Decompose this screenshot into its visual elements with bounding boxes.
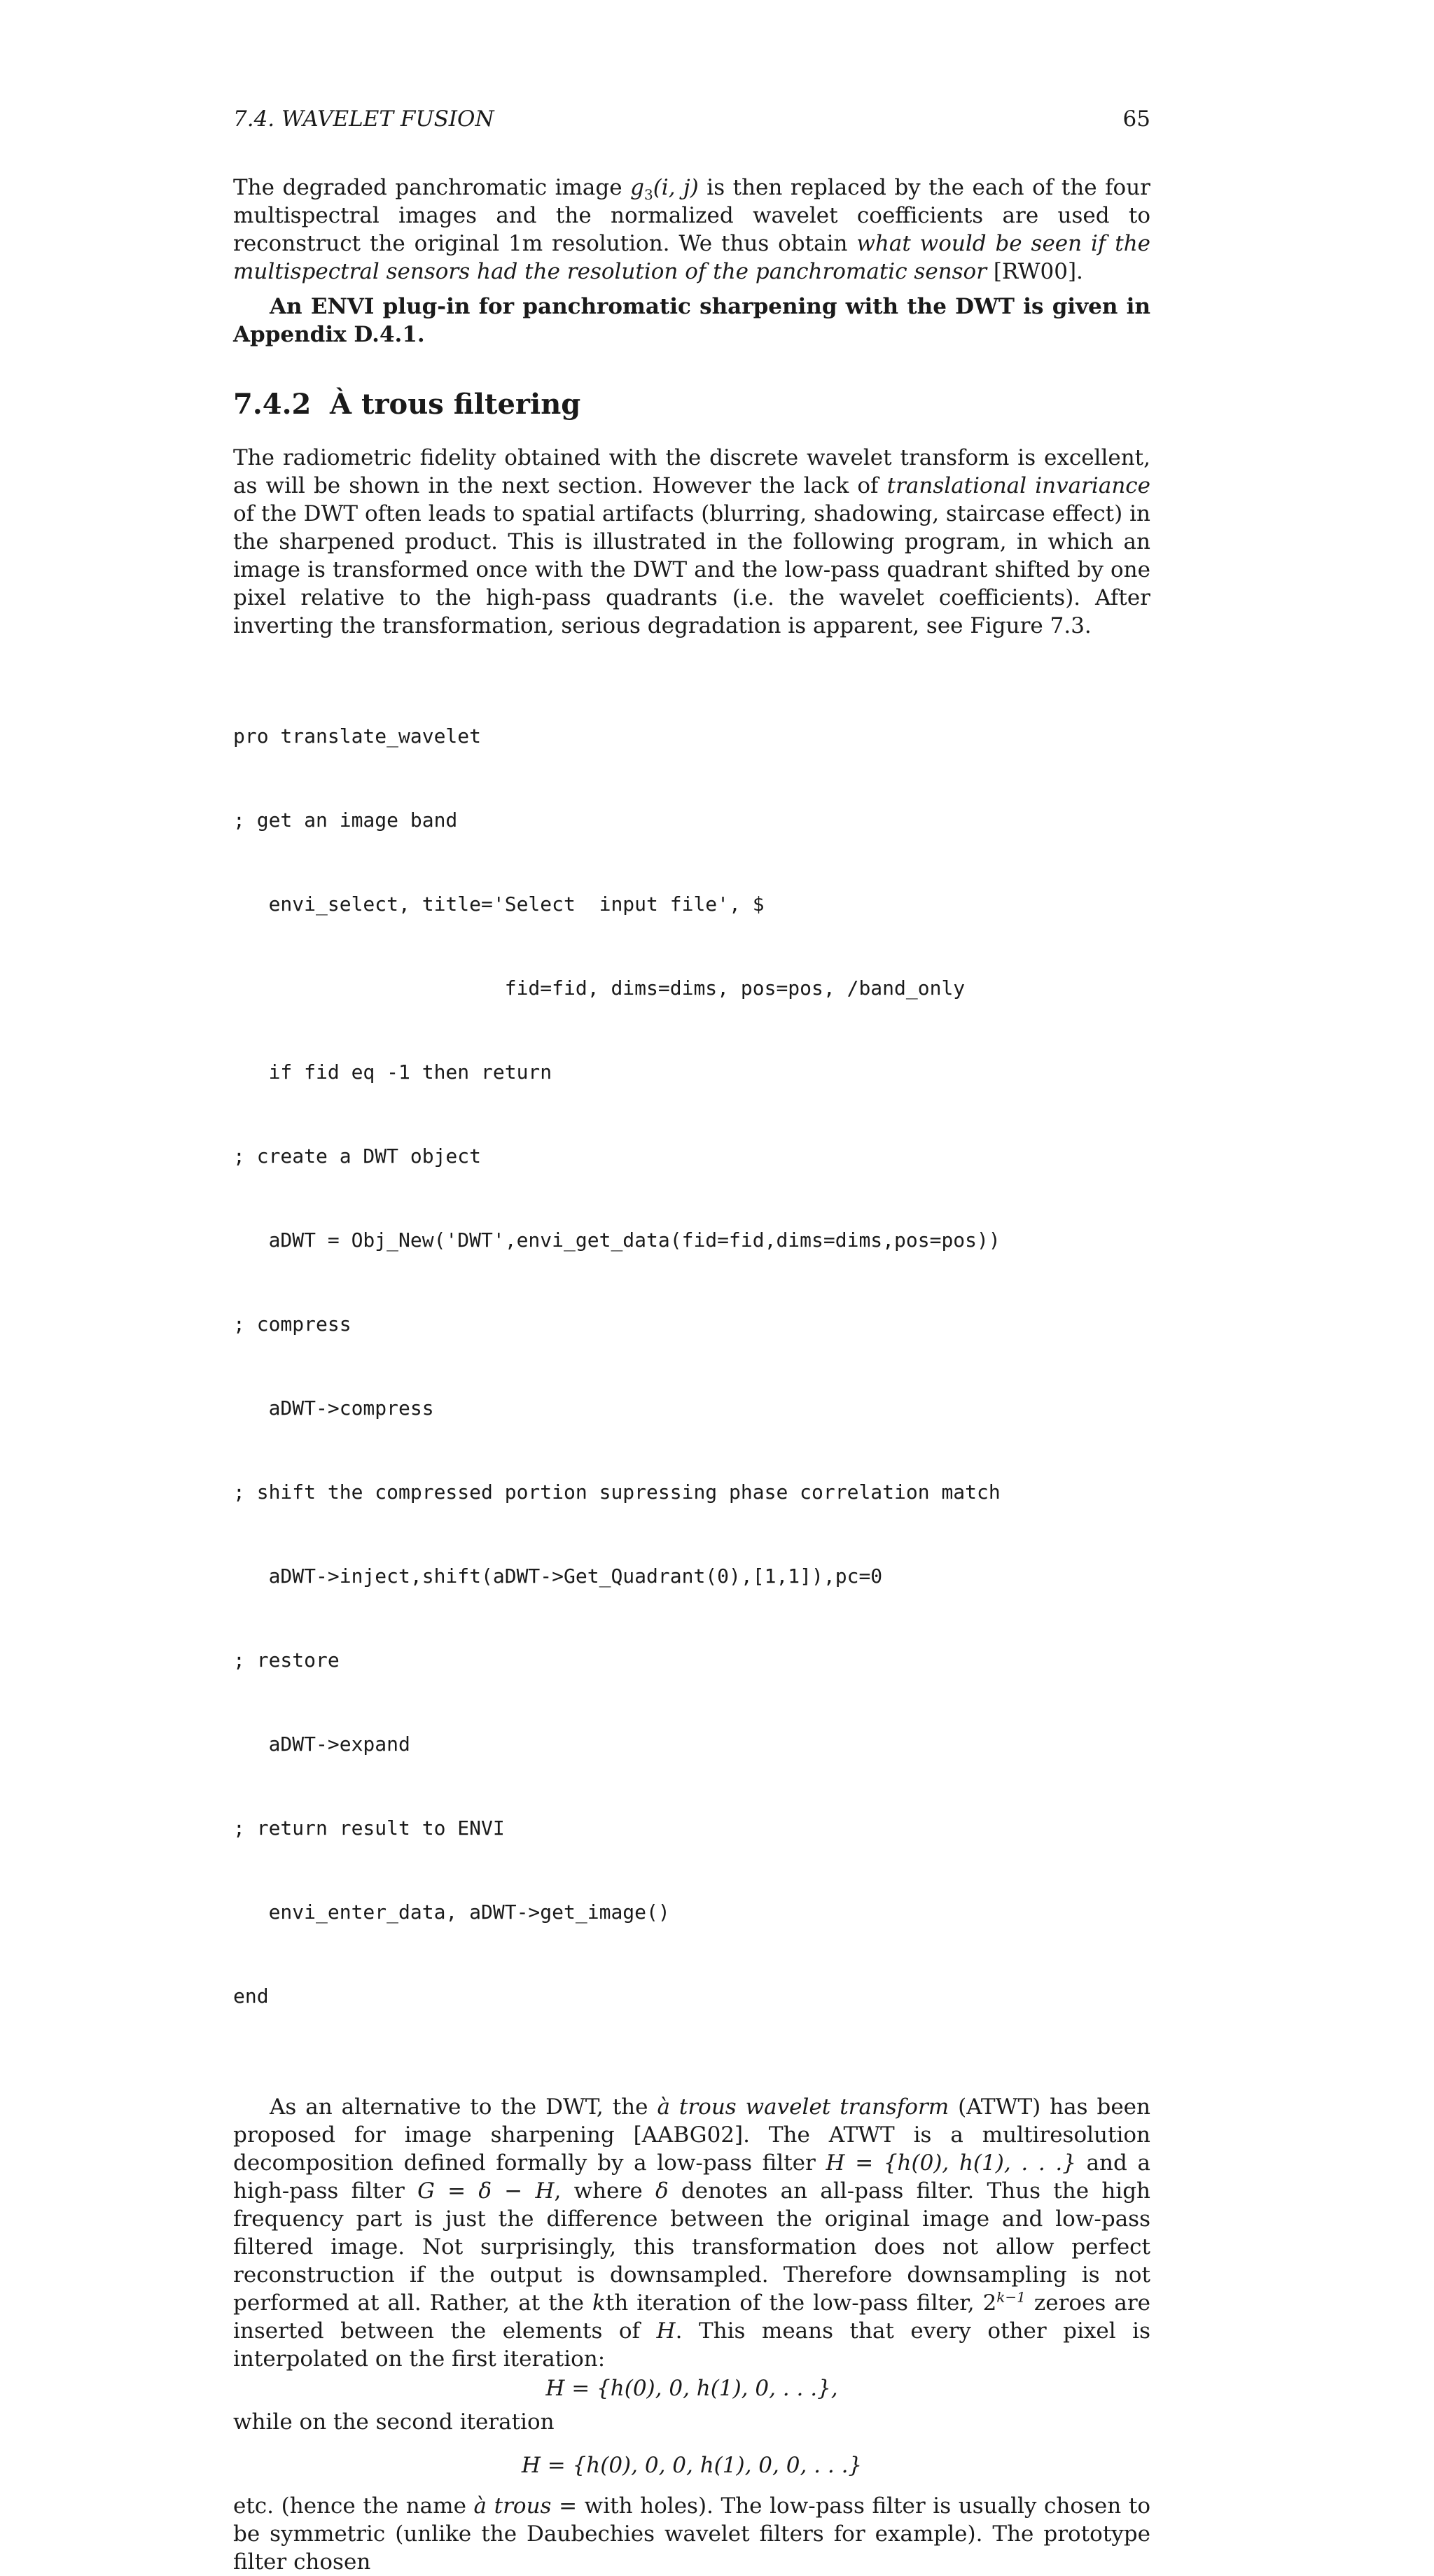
code-line: aDWT->inject,shift(aDWT->Get_Quadrant(0),[1,1]),pc=0 <box>233 1564 883 1588</box>
paragraph-atwt: As an alternative to the DWT, the à trous wavelet transform (ATWT) has been proposed for image sharpening [AABG02]. The ATWT is a multiresolution decomposition defined formally by a low-pass filter H = {h(0), h(1), . . .} and a high-pass filter G = δ − H, where δ denotes an all-pass filter. Thus the high frequency part is just the difference between the original image and low-pass filtered image. Not surprisingly, this transformation does not allow perfect reconstruction if the output is downsampled. Therefore downsampling is not performed at all. Rather, at the kth iteration of the low-pass filter, $2^{k-1}$ zeroes are inserted between the elements of H. This means that every other pixel is interpolated on the first iteration: <box>233 2094 1151 2372</box>
code-listing <box>233 666 1150 2066</box>
code-line: aDWT->expand <box>233 1732 410 1756</box>
section-number: 7.4.2 <box>233 388 312 421</box>
running-title: 7.4. WAVELET FUSION <box>233 106 494 132</box>
code-line: ; restore <box>233 1648 340 1672</box>
code-line: aDWT->compress <box>233 1396 434 1420</box>
page-number: 65 <box>1122 106 1150 132</box>
paragraph-holes: etc. (hence the name à trous = with holes). The low-pass filter is usually chosen to be symmetric (unlike the Daubechies wavelet filters for example). The prototype filter chosen <box>233 2493 1150 2575</box>
code-line: end <box>233 1984 269 2008</box>
code-line: aDWT = Obj_New('DWT',envi_get_data(fid=fid,dims=dims,pos=pos)) <box>233 1228 1001 1252</box>
code-line: ; return result to ENVI <box>233 1816 505 1840</box>
paragraph-degraded-image: The degraded panchromatic image $g_3(i$, j) is then replaced by the each of the four multispectral images and the normalized wavelet coefficients are used to reconstruct the original 1m resolution. We thus obtain what would be seen if the multispectral sensors had the resolution of the panchromatic sensor [RW00]. <box>233 175 1151 284</box>
code-line: envi_select, title='Select input file', $ <box>233 892 765 916</box>
code-line: fid=fid, dims=dims, pos=pos, /band_only <box>233 976 966 1000</box>
equation-second-iteration: H = {h(0), 0, 0, h(1), 0, 0, . . .} <box>521 2453 863 2478</box>
code-line: ; get an image band <box>233 808 458 832</box>
paragraph-radiometric-fidelity: The radiometric fidelity obtained with the discrete wavelet transform is excellent, as will be shown in the next section. However the lack of translational invariance of the DWT often leads to spatial artifacts (blurring, shadowing, staircase effect) in the sharpened product. This is illustrated in the following program, in which an image is transformed once with the DWT and the low-pass quadrant shifted by one pixel relative to the high-pass quadrants (i.e. the wavelet coefficients). After inverting the transformation, serious degradation is apparent, see Figure 7.3. <box>233 445 1150 638</box>
code-line: if fid eq -1 then return <box>233 1060 552 1084</box>
section-title: À trous filtering <box>330 388 581 421</box>
equation-first-iteration: H = {h(0), 0, h(1), 0, . . .}, <box>545 2376 838 2401</box>
code-line: ; compress <box>233 1312 351 1336</box>
code-line: envi_enter_data, aDWT->get_image() <box>233 1900 670 1924</box>
code-line: pro translate_wavelet <box>233 724 482 748</box>
code-line: ; shift the compressed portion supressing phase correlation match <box>233 1480 1001 1504</box>
section-heading <box>233 388 1150 421</box>
paragraph-second-iteration: while on the second iteration <box>233 2409 555 2435</box>
page-body <box>233 105 1150 2576</box>
code-line: ; create a DWT object <box>233 1144 482 1168</box>
running-header <box>233 105 1150 140</box>
appendix-note: An ENVI plug-in for panchromatic sharpening with the DWT is given in Appendix D.4.1. <box>233 294 1150 347</box>
